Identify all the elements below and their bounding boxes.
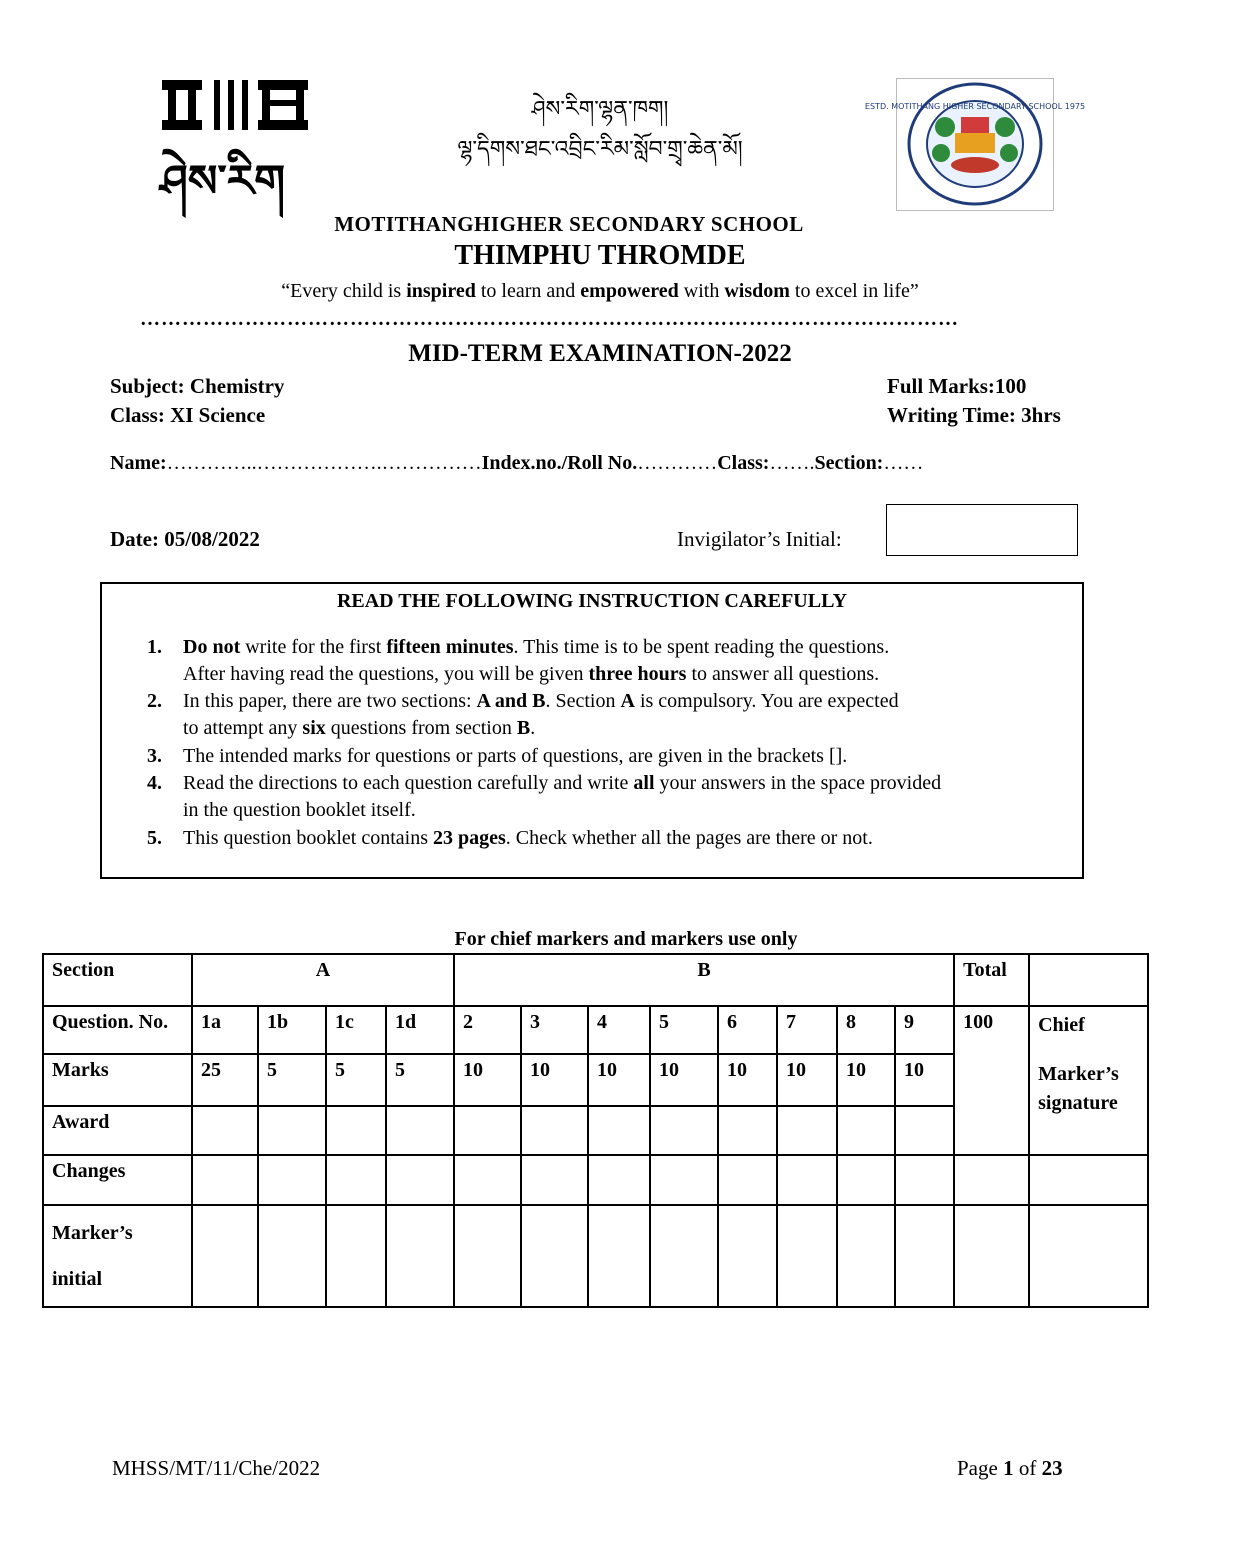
changes-cell[interactable] <box>718 1155 777 1205</box>
award-cell[interactable] <box>718 1106 777 1155</box>
student-details-line <box>110 452 923 475</box>
header-divider: ……………………………………………………………………………………………………… <box>140 308 959 330</box>
school-name: MOTITHANGHIGHER SECONDARY SCHOOL <box>334 212 804 236</box>
question-cell: 8 <box>837 1006 895 1054</box>
tibetan-line-1: ཤེས་རིག་ལྷན་ཁག། <box>531 97 669 122</box>
marks-cell: 10 <box>777 1054 837 1106</box>
section-label: Section: <box>814 452 884 474</box>
marks-label: Marks <box>43 1054 192 1106</box>
marks-cell: 10 <box>895 1054 954 1106</box>
changes-cell[interactable] <box>192 1155 258 1205</box>
award-cell[interactable] <box>837 1106 895 1155</box>
initial-cell[interactable] <box>895 1205 954 1307</box>
instructions-box: READ THE FOLLOWING INSTRUCTION CAREFULLY 1. Do not write for the first fifteen minutes. This time is to be spent reading the questions. After having read the questions, you will be given three hours to answer all questions. 2. In this paper, there are two sections: A and B. Section A is compulsory. You are expected to attempt any six questions from section B. 3. The intended marks for questions or parts of questions, are given in the brackets []. 4. Read the directions to each question carefully and write all your answers in the space provided in the question booklet itself. 5. This question booklet contains 23 pages. Check whether all the pages are there or not. <box>100 582 1084 879</box>
section-header: Section <box>43 954 192 1006</box>
changes-cell[interactable] <box>1029 1155 1148 1205</box>
initial-cell[interactable] <box>386 1205 454 1307</box>
logo-wordmark: ཤེས་རིག <box>160 156 286 207</box>
changes-cell[interactable] <box>454 1155 521 1205</box>
class-label: Class: XI Science <box>110 403 266 427</box>
initial-cell[interactable] <box>588 1205 650 1307</box>
award-cell[interactable] <box>650 1106 718 1155</box>
chief-label: Chief <box>1038 1014 1085 1036</box>
tibetan-line-2: ལྷ་དིགས་ཐང་འབྲིང་རིམ་སློབ་གྲྭ་ཆེན་མོ། <box>457 137 743 162</box>
marks-table <box>42 953 1149 1308</box>
award-cell[interactable] <box>192 1106 258 1155</box>
changes-cell[interactable] <box>588 1155 650 1205</box>
changes-label: Changes <box>43 1155 192 1205</box>
page-number: Page 1 of 23 <box>957 1456 1063 1480</box>
total-header: Total <box>954 954 1029 1006</box>
award-cell[interactable] <box>777 1106 837 1155</box>
marks-cell: 5 <box>386 1054 454 1106</box>
index-label: Index.no./Roll No. <box>481 452 638 474</box>
name-label: Name: <box>110 452 167 474</box>
initial-cell[interactable] <box>258 1205 326 1307</box>
marker-initial-label: Marker’s initial <box>43 1205 192 1307</box>
changes-cell[interactable] <box>954 1155 1029 1205</box>
question-cell: 1a <box>192 1006 258 1054</box>
changes-cell[interactable] <box>777 1155 837 1205</box>
award-cell[interactable] <box>326 1106 386 1155</box>
award-label: Award <box>43 1106 192 1155</box>
invigilator-initial-box[interactable] <box>886 504 1078 556</box>
marks-cell: 5 <box>258 1054 326 1106</box>
exam-title: MID-TERM EXAMINATION-2022 <box>408 340 792 367</box>
changes-cell[interactable] <box>386 1155 454 1205</box>
award-cell[interactable] <box>895 1106 954 1155</box>
initial-cell[interactable] <box>837 1205 895 1307</box>
index-field[interactable]: ………… <box>637 452 718 474</box>
district-name: THIMPHU THROMDE <box>454 240 746 271</box>
question-cell: 3 <box>521 1006 588 1054</box>
changes-cell[interactable] <box>837 1155 895 1205</box>
name-field[interactable]: …………..……………….…………… <box>166 452 482 474</box>
initial-cell[interactable] <box>650 1205 718 1307</box>
class-field[interactable]: ……. <box>769 452 815 474</box>
changes-cell[interactable] <box>895 1155 954 1205</box>
initial-cell[interactable] <box>954 1205 1029 1307</box>
question-cell: 9 <box>895 1006 954 1054</box>
marks-cell: 10 <box>454 1054 521 1106</box>
table-row <box>43 954 1148 1006</box>
question-cell: 1c <box>326 1006 386 1054</box>
initial-cell[interactable] <box>718 1205 777 1307</box>
table-row <box>43 1006 1148 1054</box>
marks-cell: 5 <box>326 1054 386 1106</box>
tibetan-header <box>400 90 800 170</box>
chief-marker-signature-cell[interactable] <box>1029 1006 1148 1155</box>
full-marks: Full Marks:100 <box>887 374 1027 398</box>
initial-cell[interactable] <box>192 1205 258 1307</box>
award-cell[interactable] <box>588 1106 650 1155</box>
instructions-title: READ THE FOLLOWING INSTRUCTION CAREFULLY <box>336 590 848 612</box>
question-cell: 1d <box>386 1006 454 1054</box>
initial-cell[interactable] <box>454 1205 521 1307</box>
marks-cell: 10 <box>588 1054 650 1106</box>
subject-label: Subject: Chemistry <box>110 374 285 398</box>
total-value-cell: 100 <box>954 1006 1029 1155</box>
question-cell: 6 <box>718 1006 777 1054</box>
question-cell: 4 <box>588 1006 650 1054</box>
question-cell: 2 <box>454 1006 521 1054</box>
changes-cell[interactable] <box>650 1155 718 1205</box>
question-cell: 1b <box>258 1006 326 1054</box>
section-a-header: A <box>192 954 454 1006</box>
award-cell[interactable] <box>454 1106 521 1155</box>
seal-inscription: ESTD. MOTITHANG HIGHER SECONDARY SCHOOL 1975 <box>864 102 1086 111</box>
marker-signature-label: Marker’s signature <box>1038 1063 1119 1114</box>
question-cell: 7 <box>777 1006 837 1054</box>
initial-cell[interactable] <box>777 1205 837 1307</box>
school-seal <box>864 78 1086 211</box>
marks-cell: 25 <box>192 1054 258 1106</box>
exam-date: Date: 05/08/2022 <box>110 527 260 551</box>
marks-cell: 10 <box>718 1054 777 1106</box>
table-row <box>43 1155 1148 1205</box>
invigilator-label: Invigilator’s Initial: <box>677 527 842 551</box>
changes-cell[interactable] <box>258 1155 326 1205</box>
question-no-label: Question. No. <box>43 1006 192 1054</box>
initial-cell[interactable] <box>521 1205 588 1307</box>
marks-cell: 10 <box>521 1054 588 1106</box>
marks-cell: 10 <box>650 1054 718 1106</box>
class-field-label: Class: <box>717 452 770 474</box>
document-code: MHSS/MT/11/Che/2022 <box>112 1456 321 1480</box>
marks-cell: 10 <box>837 1054 895 1106</box>
writing-time: Writing Time: 3hrs <box>887 403 1061 427</box>
blank-header-cell <box>1029 954 1148 1006</box>
section-field[interactable]: …… <box>883 452 924 474</box>
ministry-logo <box>158 78 314 214</box>
table-caption: For chief markers and markers use only <box>454 928 798 950</box>
changes-cell[interactable] <box>521 1155 588 1205</box>
changes-cell[interactable] <box>326 1155 386 1205</box>
school-motto: “Every child is inspired to learn and empowered with wisdom to excel in life” <box>281 280 919 302</box>
question-cell: 5 <box>650 1006 718 1054</box>
award-cell[interactable] <box>258 1106 326 1155</box>
award-cell[interactable] <box>521 1106 588 1155</box>
initial-cell[interactable] <box>326 1205 386 1307</box>
award-cell[interactable] <box>386 1106 454 1155</box>
table-row <box>43 1205 1148 1307</box>
initial-cell[interactable] <box>1029 1205 1148 1307</box>
section-b-header: B <box>454 954 954 1006</box>
